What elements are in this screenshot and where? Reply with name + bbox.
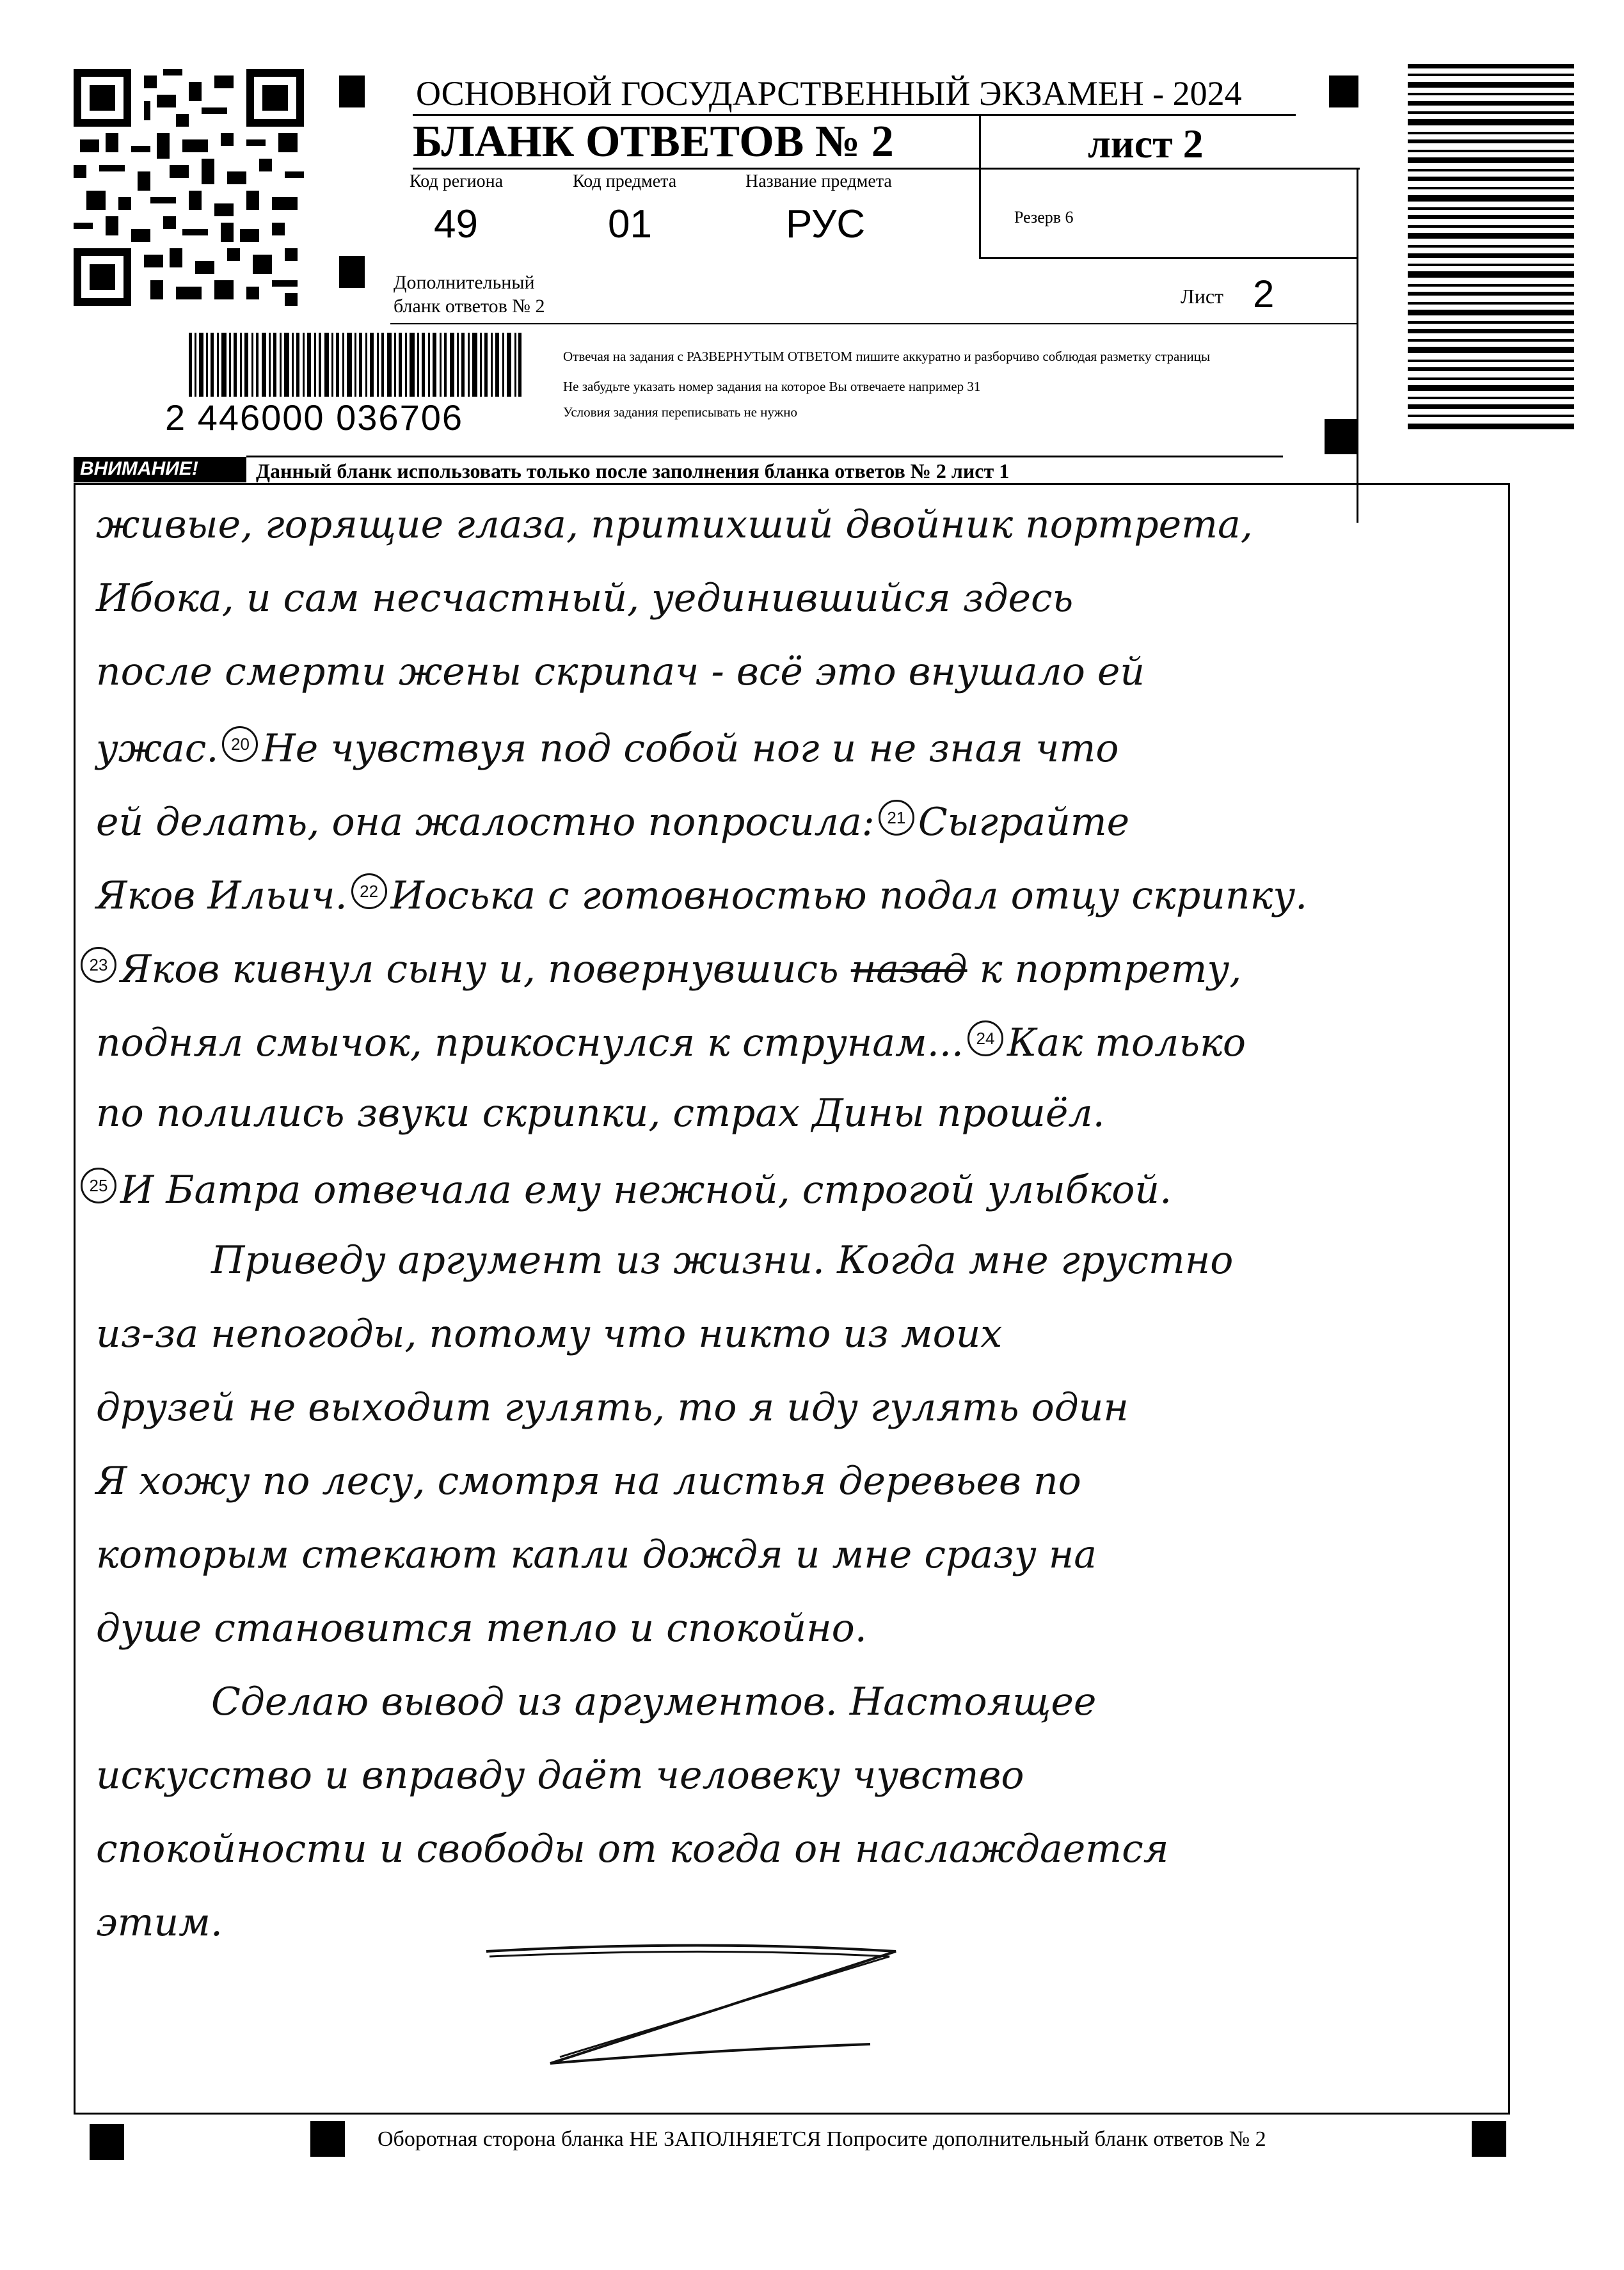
exam-title: ОСНОВНОЙ ГОСУДАРСТВЕННЫЙ ЭКЗАМЕН - 2024 [416, 74, 1242, 113]
form-title: БЛАНК ОТВЕТОВ № 2 [413, 117, 894, 166]
instruction-line-3: Условия задания переписывать не нужно [563, 404, 797, 420]
barcode [189, 333, 521, 397]
answer-line: 23 Яков кивнул сыну и, повернувшись назад к портрету, [77, 947, 1472, 988]
footer-note: Оборотная сторона бланка НЕ ЗАПОЛНЯЕТСЯ Попросите дополнительный бланк ответов № 2 [378, 2127, 1266, 2151]
answer-line: которым стекают капли дождя и мне сразу на [96, 1532, 1097, 1577]
answer-line: 25 И Батра отвечала ему нежной, строгой улыбкой. [77, 1168, 1472, 1209]
answer-line: по полились звуки скрипки, страх Дины прошёл. [96, 1091, 1105, 1136]
answer-line: друзей не выходит гулять, то я иду гулять один [96, 1385, 1129, 1430]
subject-code-value: 01 [608, 202, 652, 246]
sentence-number: 24 [967, 1020, 1003, 1056]
barcode-number: 2 446000 036706 [165, 397, 463, 438]
answer-line: этим. [96, 1900, 223, 1945]
additional-label-2: бланк ответов № 2 [394, 296, 545, 317]
header-rule [413, 168, 1360, 170]
sheet-label: лист 2 [1088, 121, 1204, 166]
qr-code [74, 69, 304, 306]
answer-line: Ибока, и сам несчастный, уединившийся здесь [96, 576, 1074, 621]
marker-square [339, 75, 365, 107]
marker-square [1329, 75, 1358, 107]
answer-line: ужас. 20 Не чувствуя под собой ног и не зная что [96, 726, 1119, 771]
answer-line: спокойности и свободы от когда он наслаждается [96, 1827, 1169, 1871]
answer-line: Я хожу по лесу, смотря на листья деревьев по [96, 1459, 1081, 1504]
answer-line: Приведу аргумент из жизни. Когда мне грустно [211, 1238, 1234, 1283]
warning-badge: ВНИМАНИЕ! [80, 458, 198, 479]
answer-line: душе становится тепло и спокойно. [96, 1606, 867, 1651]
sentence-number: 25 [81, 1168, 116, 1203]
subject-name-label: Название предмета [745, 171, 892, 191]
marker-square [339, 256, 365, 288]
additional-rule [390, 323, 1358, 324]
subject-code-label: Код предмета [573, 171, 677, 191]
marker-square [1472, 2121, 1506, 2157]
answer-line: живые, горящие глаза, притихший двойник портрета, [96, 502, 1253, 547]
additional-label-1: Дополнительный [394, 272, 535, 293]
instruction-line-1: Отвечая на задания с РАЗВЕРНУТЫМ ОТВЕТОМ пишите аккуратно и разборчиво соблюдая разметку страницы [563, 349, 1211, 364]
warning-text: Данный бланк использовать только после заполнения бланка ответов № 2 лист 1 [256, 459, 1010, 482]
marker-square [1325, 419, 1358, 454]
side-barcode [1408, 64, 1574, 441]
instruction-line-2: Не забудьте указать номер задания на которое Вы отвечаете например 31 [563, 379, 981, 394]
region-label: Код региона [410, 171, 504, 191]
region-value: 49 [434, 202, 478, 246]
list-value: 2 [1253, 273, 1275, 315]
header-bottom-rule [979, 257, 1358, 259]
marker-square [310, 2121, 345, 2157]
marker-square [90, 2124, 124, 2160]
answer-line: Сделаю вывод из аргументов. Настоящее [211, 1679, 1097, 1724]
answer-line: из-за непогоды, потому что никто из моих [96, 1312, 1003, 1356]
reserve-label: Резерв 6 [1014, 208, 1074, 226]
list-label: Лист [1181, 285, 1224, 308]
warning-rule [246, 456, 1283, 457]
sentence-number: 21 [879, 800, 914, 836]
header-divider [979, 115, 981, 259]
subject-name-value: РУС [786, 202, 866, 246]
answer-line: ей делать, она жалостно попросила: 21 Сыграйте [96, 800, 1130, 845]
sentence-number: 20 [222, 726, 258, 762]
header-right-border [1357, 168, 1358, 523]
answer-line: после смерти жены скрипач - всё это внушало ей [96, 649, 1145, 694]
z-mark [474, 1926, 921, 2073]
sentence-number: 23 [81, 947, 116, 983]
answer-line: поднял смычок, прикоснулся к струнам... 24 Как только [96, 1020, 1246, 1065]
sentence-number: 22 [351, 873, 387, 909]
answer-line: искусство и вправду даёт человеку чувство [96, 1753, 1024, 1798]
answer-line: Яков Ильич. 22 Иоська с готовностью подал отцу скрипку. [96, 873, 1308, 918]
crossed-out-word: назад [850, 947, 967, 992]
exam-title-rule [413, 114, 1296, 116]
